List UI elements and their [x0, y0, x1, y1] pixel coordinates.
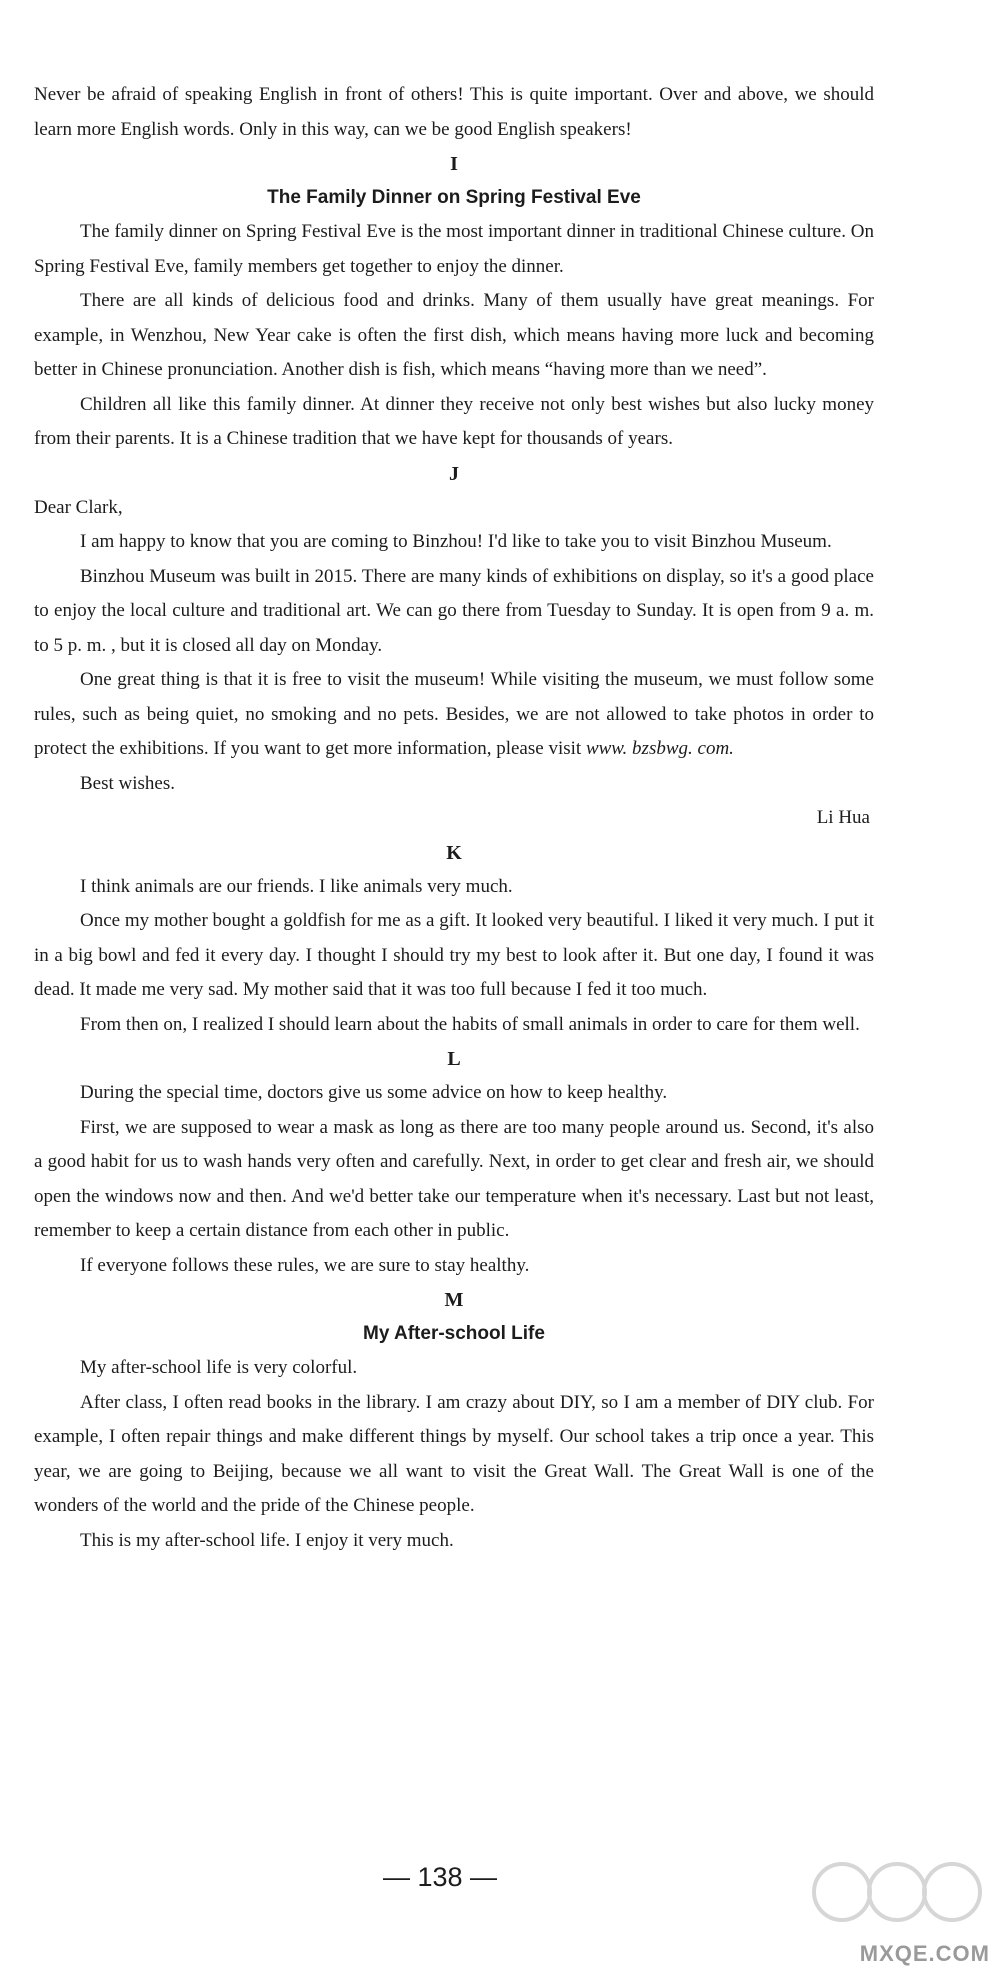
section-l-paragraph-1: During the special time, doctors give us some advice on how to keep healthy. — [80, 1082, 668, 1103]
section-letter-m: M — [444, 1289, 464, 1311]
section-m-paragraph-3: This is my after-school life. I enjoy it very much. — [80, 1529, 454, 1551]
section-j-paragraph-3 — [34, 663, 874, 767]
section-j-paragraph-1: I am happy to know that you are coming to Binzhou! I'd like to take you to visit Binzhou Museum. — [80, 531, 832, 552]
section-j-paragraph-3-text: One great thing is that it is free to visit the museum! While visiting the museum, we must follow some rules, such as being quiet, no smoking and no pets. Besides, we are not allowed to take photos in order to protect the exhibitions. If you want to get more information, please visit — [34, 669, 874, 759]
section-l-paragraph-3: If everyone follows these rules, we are sure to stay healthy. — [80, 1254, 530, 1276]
section-k-paragraph-2: Once my mother bought a goldfish for me as a gift. It looked very beautiful. I liked it very much. I put it in a big bowl and fed it every day. I thought I should try my best to look after it. But one day, I found it was dead. It made me very sad. My mother said that it was too full because I fed it too much. — [34, 910, 874, 1000]
section-letter-k: K — [446, 841, 462, 864]
page-number: — 138 — — [382, 1862, 498, 1892]
section-k-paragraph-3: From then on, I realized I should learn about the habits of small animals in order to care for them well. — [80, 1013, 860, 1035]
section-letter-l: L — [447, 1048, 461, 1070]
letter-greeting: Dear Clark, — [34, 496, 123, 518]
intro-paragraph: Never be afraid of speaking English in front of others! This is quite important. Over and above, we should learn more English words. Only in this way, can we be good English speakers! — [34, 84, 874, 140]
section-l-paragraph-2: First, we are supposed to wear a mask as long as there are too many people around us. Second, it's also a good habit for us to wash hands very often and carefully. Next, in order to get clear and fresh air, we should open the windows now and then. And we'd better take our temperature when it's necessary. Last but not least, remember to keep a certain distance from each other in public. — [34, 1116, 874, 1241]
section-j-paragraph-2: Binzhou Museum was built in 2015. There are many kinds of exhibitions on display, so it's a good place to enjoy the local culture and traditional art. We can go there from Tuesday to Sunday. It is open from 9 a. m. to 5 p. m. , but it is closed all day on Monday. — [34, 565, 874, 656]
section-m-paragraph-1: My after-school life is very colorful. — [80, 1357, 358, 1378]
section-i-paragraph-3: Children all like this family dinner. At dinner they receive not only best wishes but also lucky money from their parents. It is a Chinese tradition that we have kept for thousands of years. — [34, 393, 874, 449]
section-letter-j: J — [449, 462, 459, 485]
letter-signature: Li Hua — [816, 807, 870, 828]
section-m-paragraph-2: After class, I often read books in the library. I am crazy about DIY, so I am a member of DIY club. For example, I often repair things and make different things by myself. Our school takes a trip once a year. This year, we are going to Beijing, because we all want to visit the Great Wall. The Great Wall is one of the wonders of the world and the pride of the Chinese people. — [34, 1391, 874, 1516]
section-title-i: The Family Dinner on Spring Festival Eve — [267, 187, 641, 208]
letter-closing: Best wishes. — [80, 772, 175, 794]
section-i-paragraph-2: There are all kinds of delicious food and drinks. Many of them usually have great meanings. For example, in Wenzhou, New Year cake is often the first dish, which means having more luck and becoming better in Chinese pronunciation. Another dish is fish, which means “having more than we need”. — [34, 290, 874, 380]
watermark-text: MXQE.COM — [859, 1941, 990, 1966]
section-title-m: My After-school Life — [363, 1323, 545, 1344]
section-k-paragraph-1: I think animals are our friends. I like animals very much. — [80, 875, 513, 897]
museum-url: www. bzsbwg. com. — [585, 738, 734, 759]
section-i-paragraph-1: The family dinner on Spring Festival Eve is the most important dinner in traditional Chinese culture. On Spring Festival Eve, family members get together to enjoy the dinner. — [34, 221, 874, 277]
page-content — [34, 78, 874, 1558]
section-letter-i: I — [450, 153, 458, 175]
